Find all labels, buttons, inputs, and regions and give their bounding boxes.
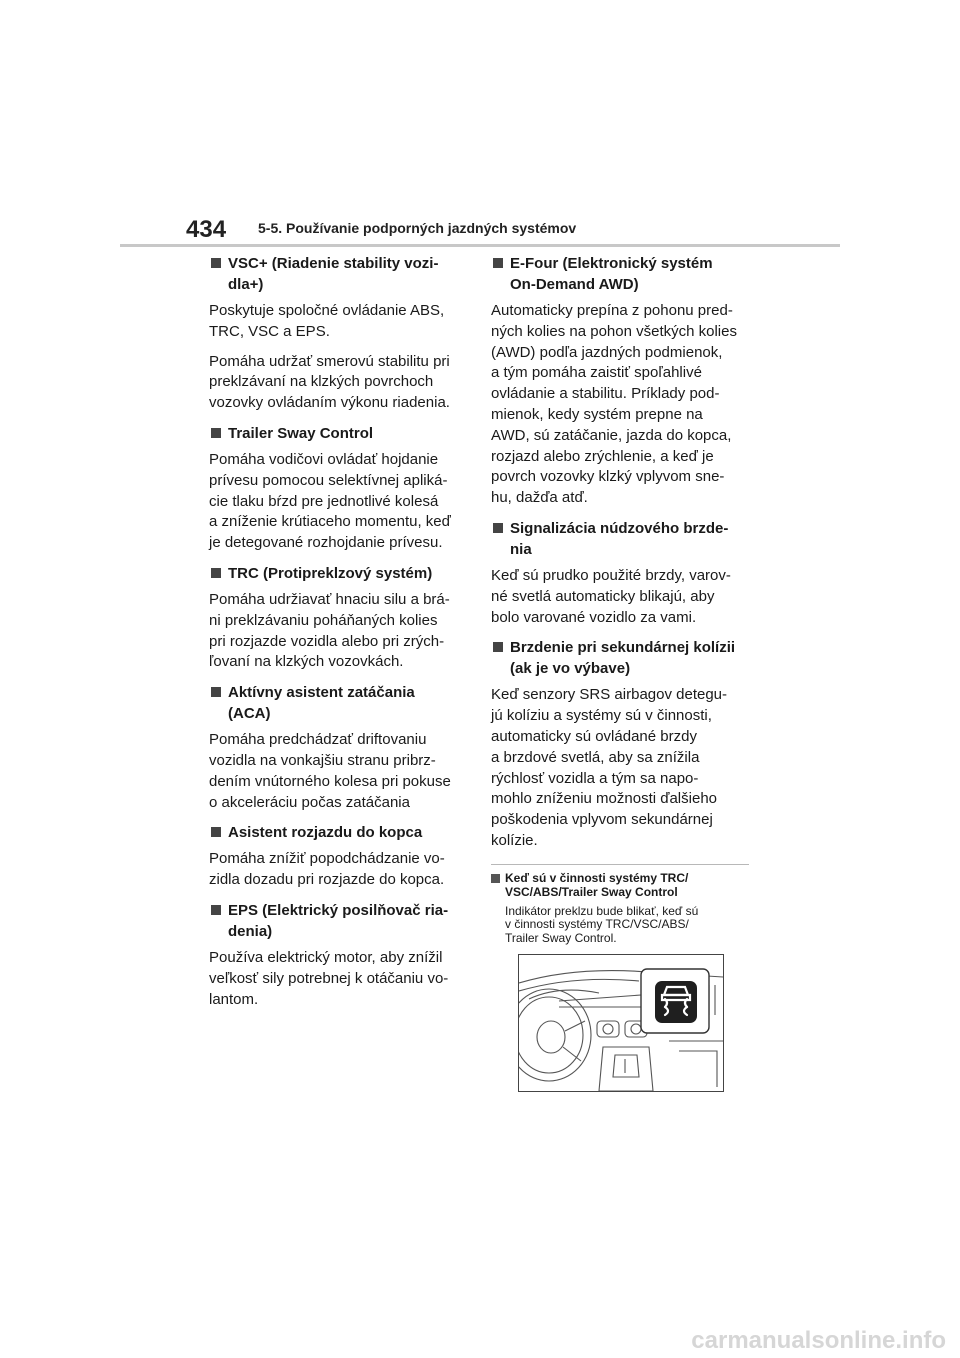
section	[209, 682, 467, 813]
section	[209, 423, 467, 554]
section-heading	[209, 900, 467, 942]
section	[209, 563, 467, 673]
footer-watermark: carmanualsonline.info	[691, 1327, 946, 1354]
square-bullet-icon	[211, 258, 221, 268]
section-paragraph: Keď senzory SRS airbagov detegu- jú kolíziu a systémy sú v činnosti, automaticky sú ovládané brzdy a brzdové svetlá, aby sa znížila rýchlosť vozidla a tým sa napo- mohlo zníženiu možnosti ďalšieho poškodenia vplyvom sekundárnej kolízie.	[491, 686, 728, 849]
square-bullet-icon	[211, 827, 221, 837]
section-heading	[491, 518, 749, 560]
right-column	[491, 253, 749, 945]
section-heading	[209, 563, 467, 584]
section	[491, 518, 749, 628]
section	[491, 253, 749, 509]
section-paragraph: Keď sú prudko použité brzdy, varov- né svetlá automaticky blikajú, aby bolo varované vozidlo za vami.	[491, 566, 731, 626]
page-header	[120, 210, 840, 246]
section-paragraph: Pomáha vodičovi ovládať hojdanie prívesu pomocou selektívnej apliká- cie tlaku bŕzd pre jednotlivé kolesá a zníženie krútiaceho momentu, keď je detegované rozhojdanie prívesu.	[209, 450, 451, 552]
section	[491, 637, 749, 851]
section-paragraph: Pomáha udržiavať hnaciu silu a brá- ni preklzávaniu poháňaných kolies pri rozjazde vozidla alebo pri zrých- ľovaní na klzkých vozovkách.	[209, 590, 450, 671]
dashboard-drawing	[519, 955, 723, 1091]
square-bullet-icon	[211, 568, 221, 578]
section-heading-text: Signalizácia núdzového brzde- nia	[510, 519, 729, 558]
section-paragraph: Pomáha znížiť popodchádzanie vo- zidla dozadu pri rozjazde do kopca.	[209, 850, 445, 889]
square-bullet-icon	[493, 523, 503, 533]
section-heading-text: Brzdenie pri sekundárnej kolízii (ak je vo výbave)	[510, 639, 736, 678]
section-heading	[209, 682, 467, 724]
section-heading-text: E-Four (Elektronický systém On-Demand AWD)	[510, 255, 713, 293]
square-bullet-icon	[493, 642, 503, 652]
chapter-title: 5-5. Používanie podporných jazdných systémov	[258, 220, 577, 236]
section-paragraph: Používa elektrický motor, aby znížil veľkosť sily potrebnej k otáčaniu vo- lantom.	[209, 948, 449, 1008]
note-divider	[491, 864, 749, 865]
section-heading-text: Asistent rozjazdu do kopca	[228, 824, 423, 842]
section-heading-text: VSC+ (Riadenie stability vozi- dla+)	[228, 255, 439, 293]
section-paragraph: Pomáha udržať smerovú stabilitu pri preklzávaní na klzkých povrchoch vozovky ovládaním výkonu riadenia.	[209, 352, 450, 412]
header-rule	[120, 244, 840, 247]
section-heading-text: TRC (Protipreklzový systém)	[228, 564, 433, 582]
section-heading	[209, 253, 467, 295]
section-heading	[491, 253, 749, 295]
section	[209, 900, 467, 1010]
section-paragraph: Poskytuje spoločné ovládanie ABS, TRC, VSC a EPS.	[209, 302, 445, 340]
note-text: Indikátor preklzu bude blikať, keď sú v činnosti systémy TRC/VSC/ABS/ Trailer Sway Control.	[505, 903, 699, 945]
page-number: 434	[186, 216, 227, 243]
section-paragraph: Pomáha predchádzať driftovaniu vozidla na vonkajšiu stranu pribrz- dením vnútorného kolesa pri pokuse o akceleráciu počas zatáčania	[209, 731, 451, 811]
note-heading-text: Keď sú v činnosti systémy TRC/ VSC/ABS/Trailer Sway Control	[505, 870, 689, 899]
section	[209, 822, 467, 891]
note-bullet-icon	[491, 874, 500, 883]
section-heading-text: Trailer Sway Control	[228, 424, 374, 442]
section-heading	[209, 822, 467, 843]
note-heading	[491, 871, 749, 899]
section-heading-text: EPS (Elektrický posilňovač ria- denia)	[228, 901, 449, 940]
square-bullet-icon	[493, 258, 503, 268]
dashboard-illustration	[518, 954, 724, 1092]
section	[209, 253, 467, 414]
slip-indicator-icon	[655, 981, 697, 1023]
section-heading	[491, 637, 749, 679]
section-paragraph: Automaticky prepína z pohonu pred- ných kolies na pohon všetkých kolies (AWD) podľa jazdných podmienok, a tým pomáha zaistiť spoľahlivé ovládanie a stabilitu. Príklady pod- mienok, kedy systém prepne na AWD, sú zatáčanie, jazda do kopca, rozjazd alebo zrýchlenie, a keď je povrch vozovky klzký vplyvom sne- hu, dažďa atď.	[491, 302, 737, 507]
section-heading	[209, 423, 467, 444]
square-bullet-icon	[211, 905, 221, 915]
section-heading-text: Aktívny asistent zatáčania (ACA)	[228, 684, 415, 723]
left-column	[209, 253, 467, 1019]
square-bullet-icon	[211, 428, 221, 438]
square-bullet-icon	[211, 687, 221, 697]
